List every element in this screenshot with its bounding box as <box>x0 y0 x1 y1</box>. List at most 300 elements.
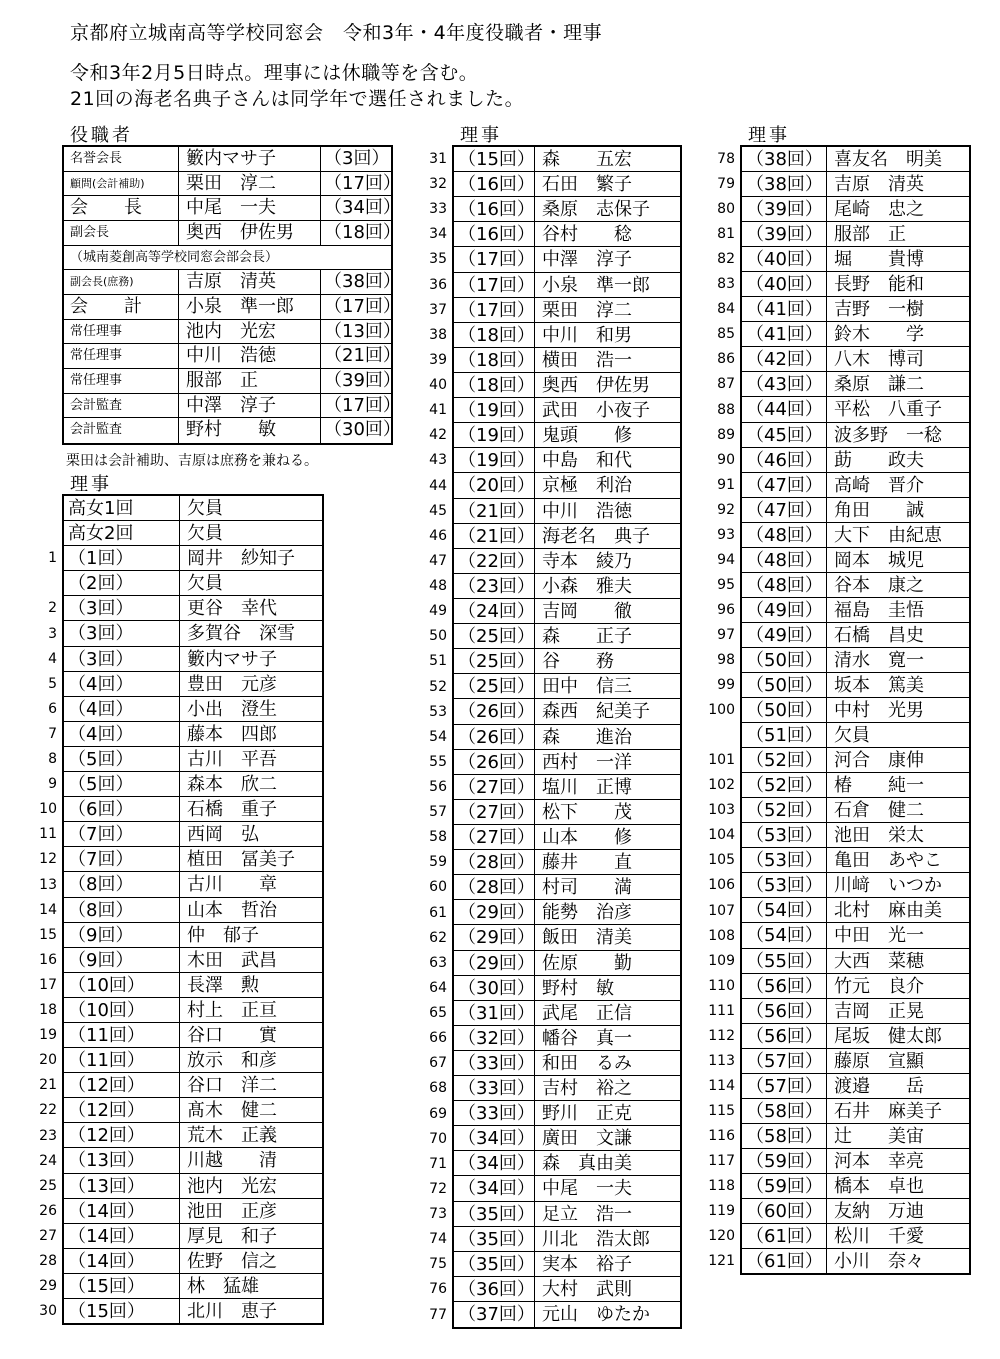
riji-kai: （10回） <box>68 974 145 996</box>
riji-divider <box>179 847 180 871</box>
officer-role: 副会長(庶務) <box>70 275 134 289</box>
riji-row <box>742 473 969 498</box>
officer-row <box>64 344 401 369</box>
riji-row <box>64 521 322 546</box>
officer-row <box>64 172 401 197</box>
riji-kai: （13回） <box>68 1150 145 1172</box>
riji-row <box>742 898 969 923</box>
riji-row <box>742 999 969 1024</box>
riji-divider <box>826 648 827 672</box>
riji-name: 吉野 一樹 <box>834 299 924 321</box>
riji-divider <box>534 197 535 221</box>
riji-kai: （49回） <box>746 599 823 621</box>
row-number: 1 <box>48 550 57 567</box>
officer-kai: （34回） <box>324 197 401 219</box>
riji-kai: （25回） <box>458 676 535 698</box>
riji-kai: （14回） <box>68 1200 145 1222</box>
row-number <box>685 723 735 748</box>
riji-kai: （59回） <box>746 1175 823 1197</box>
riji-name: 尾坂 健太郎 <box>834 1025 942 1047</box>
riji-kai: （29回） <box>458 902 535 924</box>
row-number: 86 <box>717 351 735 368</box>
riji-heading-col1: 理事 <box>70 474 112 495</box>
riji-name: 幡谷 真一 <box>542 1027 632 1049</box>
riji-divider <box>179 621 180 645</box>
riji-kai: （5回） <box>68 774 134 796</box>
riji-name: 鈴木 学 <box>834 324 924 346</box>
riji-divider <box>826 623 827 647</box>
riji-divider <box>826 147 827 171</box>
riji-kai: （52回） <box>746 775 823 797</box>
riji-row <box>454 423 680 448</box>
officer-role: 会計監査 <box>70 422 123 438</box>
riji-kai: （7回） <box>68 849 134 871</box>
riji-divider <box>534 1202 535 1226</box>
riji-row <box>64 847 322 872</box>
row-number: 70 <box>429 1130 447 1147</box>
riji-box <box>452 145 682 1329</box>
officer-name: 籔内マサ子 <box>186 148 276 169</box>
riji-divider <box>179 948 180 972</box>
riji-row <box>454 323 680 348</box>
riji-divider <box>179 872 180 896</box>
riji-divider <box>534 247 535 271</box>
riji-row <box>742 673 969 698</box>
riji-divider <box>534 147 535 171</box>
riji-row <box>742 172 969 197</box>
riji-name: 木田 武昌 <box>187 949 277 971</box>
riji-name: 村上 正亘 <box>187 999 277 1021</box>
row-number: 96 <box>717 601 735 618</box>
row-number: 32 <box>429 176 447 193</box>
riji-row <box>64 923 322 948</box>
row-number: 8 <box>48 751 57 767</box>
row-number: 103 <box>708 802 735 819</box>
riji-name: 河合 康伸 <box>834 750 924 772</box>
riji-name: 放示 和彦 <box>187 1050 277 1072</box>
riji-row <box>742 873 969 898</box>
riji-kai: （11回） <box>68 1050 145 1072</box>
officer-affiliation-row <box>64 246 391 271</box>
row-number: 29 <box>39 1278 57 1295</box>
riji-name: 谷口 洋二 <box>187 1075 277 1097</box>
riji-kai: （48回） <box>746 524 823 546</box>
riji-row <box>454 172 680 197</box>
riji-divider <box>179 1174 180 1198</box>
riji-name: 豊田 元彦 <box>187 673 277 695</box>
row-number: 17 <box>39 976 57 993</box>
riji-kai: （43回） <box>746 374 823 396</box>
riji-name: 石橋 昌史 <box>834 624 924 646</box>
riji-kai: （5回） <box>68 748 134 770</box>
riji-divider <box>826 748 827 772</box>
riji-divider <box>826 322 827 346</box>
row-number: 7 <box>48 725 57 742</box>
riji-divider <box>179 1224 180 1248</box>
riji-name: 長澤 勲 <box>187 974 259 996</box>
riji-name: 小森 雅夫 <box>542 575 632 597</box>
riji-divider <box>534 976 535 1000</box>
row-number: 81 <box>717 226 735 243</box>
riji-row <box>64 1048 322 1073</box>
officer-name: 奥西 伊佐男 <box>186 221 294 243</box>
riji-divider <box>534 725 535 749</box>
riji-name: 川越 清 <box>187 1150 277 1172</box>
row-number: 36 <box>429 276 447 293</box>
riji-name: 和田 るみ <box>542 1052 632 1074</box>
riji-name: 藤本 四郎 <box>187 723 277 745</box>
riji-divider <box>534 373 535 397</box>
officer-name: 池内 光宏 <box>186 320 276 342</box>
riji-name: 森 五宏 <box>542 149 632 170</box>
officers-heading: 役職者 <box>70 125 133 146</box>
officer-row <box>64 418 401 443</box>
riji-row <box>742 698 969 723</box>
riji-row <box>742 974 969 999</box>
riji-divider <box>179 546 180 570</box>
officer-kai: （18回） <box>324 221 401 243</box>
riji-divider <box>179 822 180 846</box>
riji-name: 西村 一洋 <box>542 751 632 773</box>
riji-kai: （38回） <box>746 174 823 196</box>
riji-kai: （9回） <box>68 924 134 946</box>
riji-kai: （30回） <box>458 977 535 999</box>
riji-name: 亀田 あやこ <box>834 850 942 872</box>
riji-kai: （40回） <box>746 249 823 271</box>
officer-kai: （13回） <box>324 320 401 342</box>
riji-name: 村司 満 <box>542 877 632 899</box>
riji-row <box>742 798 969 823</box>
riji-kai: （23回） <box>458 575 535 597</box>
row-number: 23 <box>39 1127 57 1144</box>
riji-name: 欠員 <box>187 523 223 545</box>
riji-row <box>454 398 680 423</box>
riji-name: 田中 信三 <box>542 676 632 698</box>
riji-row <box>64 596 322 621</box>
row-number: 10 <box>39 801 57 818</box>
row-number: 53 <box>429 703 447 720</box>
riji-row <box>742 1124 969 1149</box>
riji-divider <box>179 1299 180 1324</box>
riji-divider <box>826 523 827 547</box>
riji-row <box>454 850 680 875</box>
row-number: 50 <box>429 628 447 645</box>
riji-row <box>454 197 680 222</box>
riji-name: 海老名 典子 <box>542 525 650 547</box>
riji-kai: （57回） <box>746 1075 823 1097</box>
riji-kai: （47回） <box>746 474 823 496</box>
riji-row <box>64 546 322 571</box>
row-number: 106 <box>708 877 735 894</box>
riji-divider <box>179 496 180 520</box>
row-number: 6 <box>48 700 57 717</box>
riji-kai: （57回） <box>746 1050 823 1072</box>
row-number: 55 <box>429 753 447 770</box>
riji-divider <box>179 898 180 922</box>
riji-divider <box>826 347 827 371</box>
row-number: 63 <box>429 954 447 971</box>
riji-divider <box>534 674 535 698</box>
riji-row <box>742 1074 969 1099</box>
officer-kai: （3回） <box>324 148 390 169</box>
riji-kai: （31回） <box>458 1002 535 1024</box>
riji-divider <box>534 649 535 673</box>
officer-divider <box>178 369 179 393</box>
riji-name: 尾崎 忠之 <box>834 199 924 221</box>
row-number: 49 <box>429 603 447 620</box>
row-number: 73 <box>429 1206 447 1223</box>
riji-divider <box>534 1101 535 1125</box>
row-number: 69 <box>429 1105 447 1122</box>
row-number: 38 <box>429 326 447 343</box>
row-number: 101 <box>708 752 735 769</box>
officer-kai: （30回） <box>324 419 401 441</box>
riji-divider <box>826 848 827 872</box>
riji-name: 中田 光一 <box>834 925 924 947</box>
officer-kai: （17回） <box>324 295 401 317</box>
row-number: 20 <box>39 1052 57 1069</box>
riji-name: 谷村 稔 <box>542 224 632 246</box>
riji-divider <box>826 949 827 973</box>
riji-row <box>742 423 969 448</box>
officer-divider <box>178 196 179 220</box>
riji-divider <box>534 1151 535 1175</box>
riji-divider <box>826 247 827 271</box>
row-number: 112 <box>708 1027 735 1044</box>
riji-kai: （16回） <box>458 174 535 196</box>
riji-kai: （15回） <box>458 149 535 170</box>
riji-divider <box>826 1024 827 1048</box>
row-number: 48 <box>429 578 447 595</box>
riji-kai: （34回） <box>458 1128 535 1150</box>
riji-kai: （4回） <box>68 673 134 695</box>
riji-kai: （42回） <box>746 349 823 371</box>
officer-name: 服部 正 <box>186 369 258 391</box>
riji-kai: 高女1回 <box>68 498 134 519</box>
riji-kai: （16回） <box>458 224 535 246</box>
riji-name: 松下 茂 <box>542 801 632 823</box>
riji-divider <box>826 1249 827 1274</box>
riji-row <box>454 574 680 599</box>
riji-kai: （17回） <box>458 299 535 321</box>
riji-row <box>454 247 680 272</box>
riji-kai: （61回） <box>746 1251 823 1273</box>
riji-kai: （1回） <box>68 548 134 570</box>
riji-divider <box>534 1051 535 1075</box>
row-number: 58 <box>429 829 447 846</box>
riji-name: 松川 千愛 <box>834 1226 924 1248</box>
riji-divider <box>826 673 827 697</box>
riji-divider <box>534 499 535 523</box>
riji-row <box>454 624 680 649</box>
riji-kai: （18回） <box>458 324 535 346</box>
officer-kai: （39回） <box>324 369 401 391</box>
riji-row <box>64 747 322 772</box>
riji-kai: （12回） <box>68 1100 145 1122</box>
riji-row <box>742 1024 969 1049</box>
officer-role: 名誉会長 <box>70 151 123 166</box>
riji-name: 植田 冨美子 <box>187 849 295 871</box>
riji-divider <box>179 797 180 821</box>
riji-name: 森本 欣二 <box>187 774 277 796</box>
row-number: 85 <box>717 326 735 343</box>
riji-divider <box>534 1252 535 1276</box>
riji-row <box>742 823 969 848</box>
riji-divider <box>826 773 827 797</box>
riji-divider <box>179 647 180 671</box>
riji-divider <box>826 423 827 447</box>
riji-name: 波多野 一稔 <box>834 424 942 446</box>
riji-row <box>64 571 322 596</box>
riji-name: 鬼頭 修 <box>542 425 632 447</box>
riji-divider <box>534 1302 535 1327</box>
row-number: 95 <box>717 576 735 593</box>
riji-kai: （54回） <box>746 925 823 947</box>
riji-row <box>742 372 969 397</box>
riji-kai: （10回） <box>68 999 145 1021</box>
riji-name: 服部 正 <box>834 224 906 246</box>
row-number: 94 <box>717 551 735 568</box>
row-number: 21 <box>39 1077 57 1094</box>
riji-name: 野川 正克 <box>542 1103 632 1125</box>
row-number: 98 <box>717 652 735 668</box>
riji-divider <box>179 722 180 746</box>
riji-kai: （3回） <box>68 598 134 620</box>
row-number: 83 <box>717 276 735 293</box>
riji-kai: （27回） <box>458 776 535 798</box>
riji-divider <box>826 974 827 998</box>
riji-row <box>742 598 969 623</box>
row-number: 4 <box>48 650 57 667</box>
riji-kai: （8回） <box>68 899 134 921</box>
riji-kai: （14回） <box>68 1225 145 1247</box>
riji-divider <box>179 1023 180 1047</box>
riji-kai: （19回） <box>458 450 535 472</box>
riji-row <box>454 273 680 298</box>
riji-row <box>454 649 680 674</box>
riji-row <box>454 900 680 925</box>
riji-kai: （37回） <box>458 1304 535 1326</box>
riji-name: 高崎 晋介 <box>834 474 924 496</box>
riji-name: 中川 和男 <box>542 324 632 346</box>
riji-kai: （51回） <box>746 725 823 747</box>
riji-name: 谷口 實 <box>187 1024 277 1046</box>
row-number: 16 <box>39 951 57 968</box>
riji-divider <box>826 999 827 1023</box>
riji-row <box>64 1224 322 1249</box>
riji-row <box>64 647 322 672</box>
riji-name: 欠員 <box>187 573 223 595</box>
riji-divider <box>534 1176 535 1200</box>
riji-name: 椿 純一 <box>834 775 924 797</box>
riji-name: 中村 光男 <box>834 700 924 722</box>
riji-row <box>742 147 969 172</box>
riji-kai: （21回） <box>458 500 535 522</box>
riji-name: 欠員 <box>187 498 223 519</box>
riji-kai: （29回） <box>458 927 535 949</box>
riji-name: 佐野 信之 <box>187 1250 277 1272</box>
row-number: 45 <box>429 502 447 519</box>
riji-kai: （27回） <box>458 826 535 848</box>
riji-name: 清水 寛一 <box>834 649 924 671</box>
riji-kai: （24回） <box>458 600 535 622</box>
riji-divider <box>534 273 535 297</box>
officer-row <box>64 394 401 419</box>
riji-row <box>454 599 680 624</box>
riji-name: 谷本 康之 <box>834 574 924 596</box>
riji-name: 桑原 志保子 <box>542 199 650 221</box>
officer-divider <box>178 344 179 368</box>
riji-name: 寺本 綾乃 <box>542 550 632 572</box>
riji-row <box>742 222 969 247</box>
riji-row <box>64 898 322 923</box>
row-number: 24 <box>39 1152 57 1169</box>
riji-row <box>742 498 969 523</box>
row-number: 90 <box>717 451 735 468</box>
row-number: 30 <box>39 1303 57 1320</box>
row-number: 67 <box>429 1055 447 1072</box>
riji-divider <box>179 772 180 796</box>
riji-row <box>64 948 322 973</box>
riji-box <box>62 494 324 1325</box>
riji-row <box>64 1123 322 1148</box>
riji-name: 森 真由美 <box>542 1153 632 1175</box>
riji-divider <box>534 850 535 874</box>
row-number: 100 <box>708 702 735 719</box>
riji-name: 石田 繁子 <box>542 174 632 196</box>
riji-divider <box>826 172 827 196</box>
riji-row <box>742 247 969 272</box>
riji-divider <box>534 1001 535 1025</box>
riji-divider <box>826 1149 827 1173</box>
row-number: 79 <box>717 176 735 193</box>
riji-kai: （36回） <box>458 1278 535 1300</box>
riji-kai: （34回） <box>458 1153 535 1175</box>
riji-divider <box>179 1274 180 1298</box>
row-number: 78 <box>717 151 735 167</box>
riji-kai: （40回） <box>746 274 823 296</box>
riji-divider <box>179 1199 180 1223</box>
riji-kai: （33回） <box>458 1052 535 1074</box>
riji-kai: （27回） <box>458 801 535 823</box>
riji-row <box>454 1026 680 1051</box>
riji-name: 小出 澄生 <box>187 698 277 720</box>
riji-row <box>454 1277 680 1302</box>
riji-row <box>454 499 680 524</box>
riji-divider <box>534 1277 535 1301</box>
riji-name: 大村 武則 <box>542 1278 632 1300</box>
riji-divider <box>826 873 827 897</box>
riji-kai: （26回） <box>458 701 535 723</box>
riji-row <box>742 923 969 948</box>
row-number: 52 <box>429 678 447 695</box>
row-number: 87 <box>717 376 735 393</box>
riji-row <box>742 297 969 322</box>
row-number: 56 <box>429 779 447 795</box>
riji-row <box>742 1149 969 1174</box>
row-number: 18 <box>39 1002 57 1018</box>
riji-divider <box>534 348 535 372</box>
riji-divider <box>826 297 827 321</box>
riji-name: 八木 博司 <box>834 349 924 371</box>
row-number: 107 <box>708 902 735 919</box>
row-number: 99 <box>717 677 735 694</box>
riji-name: 吉岡 徹 <box>542 600 632 622</box>
row-number: 19 <box>39 1027 57 1044</box>
riji-name: 籔内マサ子 <box>187 648 277 670</box>
riji-kai: （59回） <box>746 1150 823 1172</box>
officer-divider <box>178 295 179 319</box>
